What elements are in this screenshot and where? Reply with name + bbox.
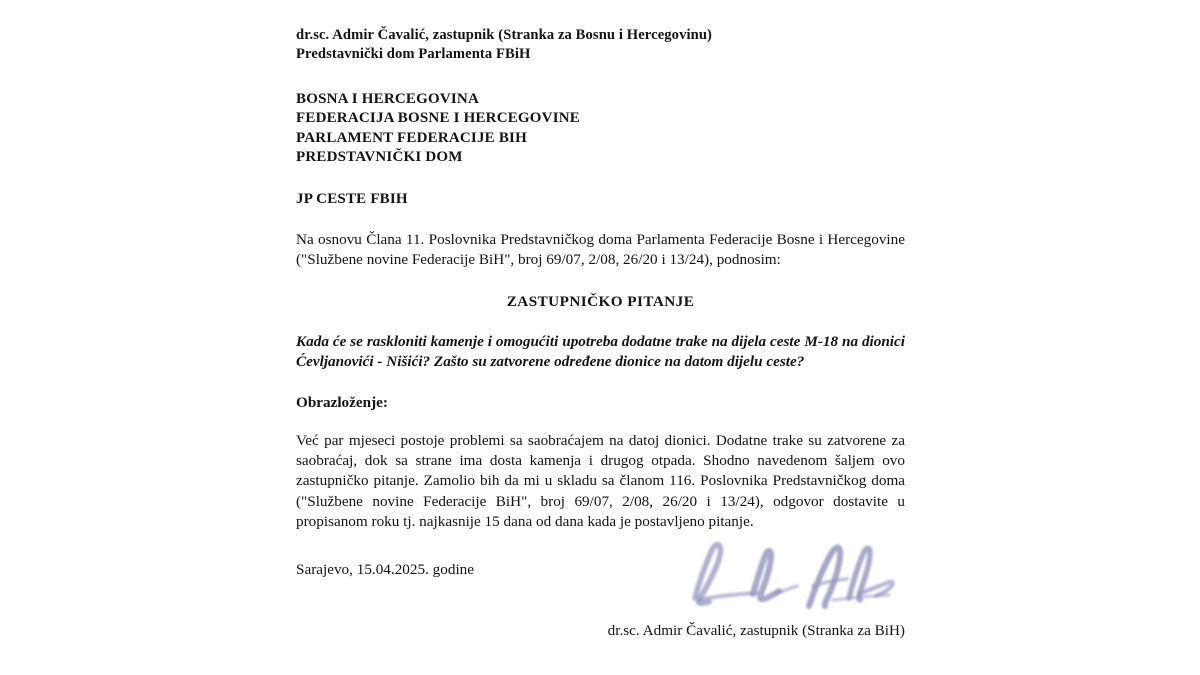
place-and-date: Sarajevo, 15.04.2025. godine <box>296 560 475 578</box>
institution-line-2: FEDERACIJA BOSNE I HERCEGOVINE <box>296 110 580 127</box>
addressee-line-2: Predstavnički dom Parlamenta FBiH <box>296 46 531 62</box>
recipient-heading: JP CESTE FBIH <box>296 190 408 207</box>
document-title: ZASTUPNIČKO PITANJE <box>506 292 695 310</box>
rationale-heading: Obrazloženje: <box>296 393 388 411</box>
signature-block <box>296 536 905 648</box>
question-paragraph: Kada će se raskloniti kamenje i omogućiti upotreba dodatne trake na dijela ceste M-18 na dionici Ćevljanovići - Nišići? Zašto su zatvorene određene dionice na datom dijelu ceste? <box>296 332 905 371</box>
institution-line-1: BOSNA I HERCEGOVINA <box>296 91 480 107</box>
rationale-paragraph: Već par mjeseci postoje problemi sa saobraćajem na datoj dionici. Dodatne trake su zatvorene za saobraćaj, dok sa strane ima dosta kamenja i drugog otpada. Shodno navedenom šaljem ovo zastupničko pitanje. Zamolio bih da mi u skladu sa članom 116. Poslovnika Predstavničkog doma ("Službene novine Federacije BiH", broj 69/07, 2/08, 26/20 i 13/24), odgovor dostavite u propisanom roku tj. najkasnije 15 dana od dana kada je postavljeno pitanje. <box>296 431 905 531</box>
institution-line-3: PARLAMENT FEDERACIJE BIH <box>296 129 527 146</box>
addressee-line-1: dr.sc. Admir Čavalić, zastupnik (Stranka za Bosnu i Hercegovinu) <box>296 27 713 43</box>
institution-header-block <box>296 90 905 168</box>
document-body <box>296 26 905 579</box>
legal-basis-paragraph: Na osnovu Člana 11. Poslovnika Predstavničkog doma Parlamenta Federacije Bosne i Hercegovine ("Službene novine Federacije BiH", broj 69/07, 2/08, 26/20 i 13/24), podnosim: <box>296 230 905 269</box>
institution-line-4: PREDSTAVNIČKI DOM <box>296 149 463 166</box>
signature-caption: dr.sc. Admir Čavalić, zastupnik (Stranka za BiH) <box>607 622 905 639</box>
handwritten-signature-icon <box>683 536 905 614</box>
addressee-block <box>296 26 905 64</box>
